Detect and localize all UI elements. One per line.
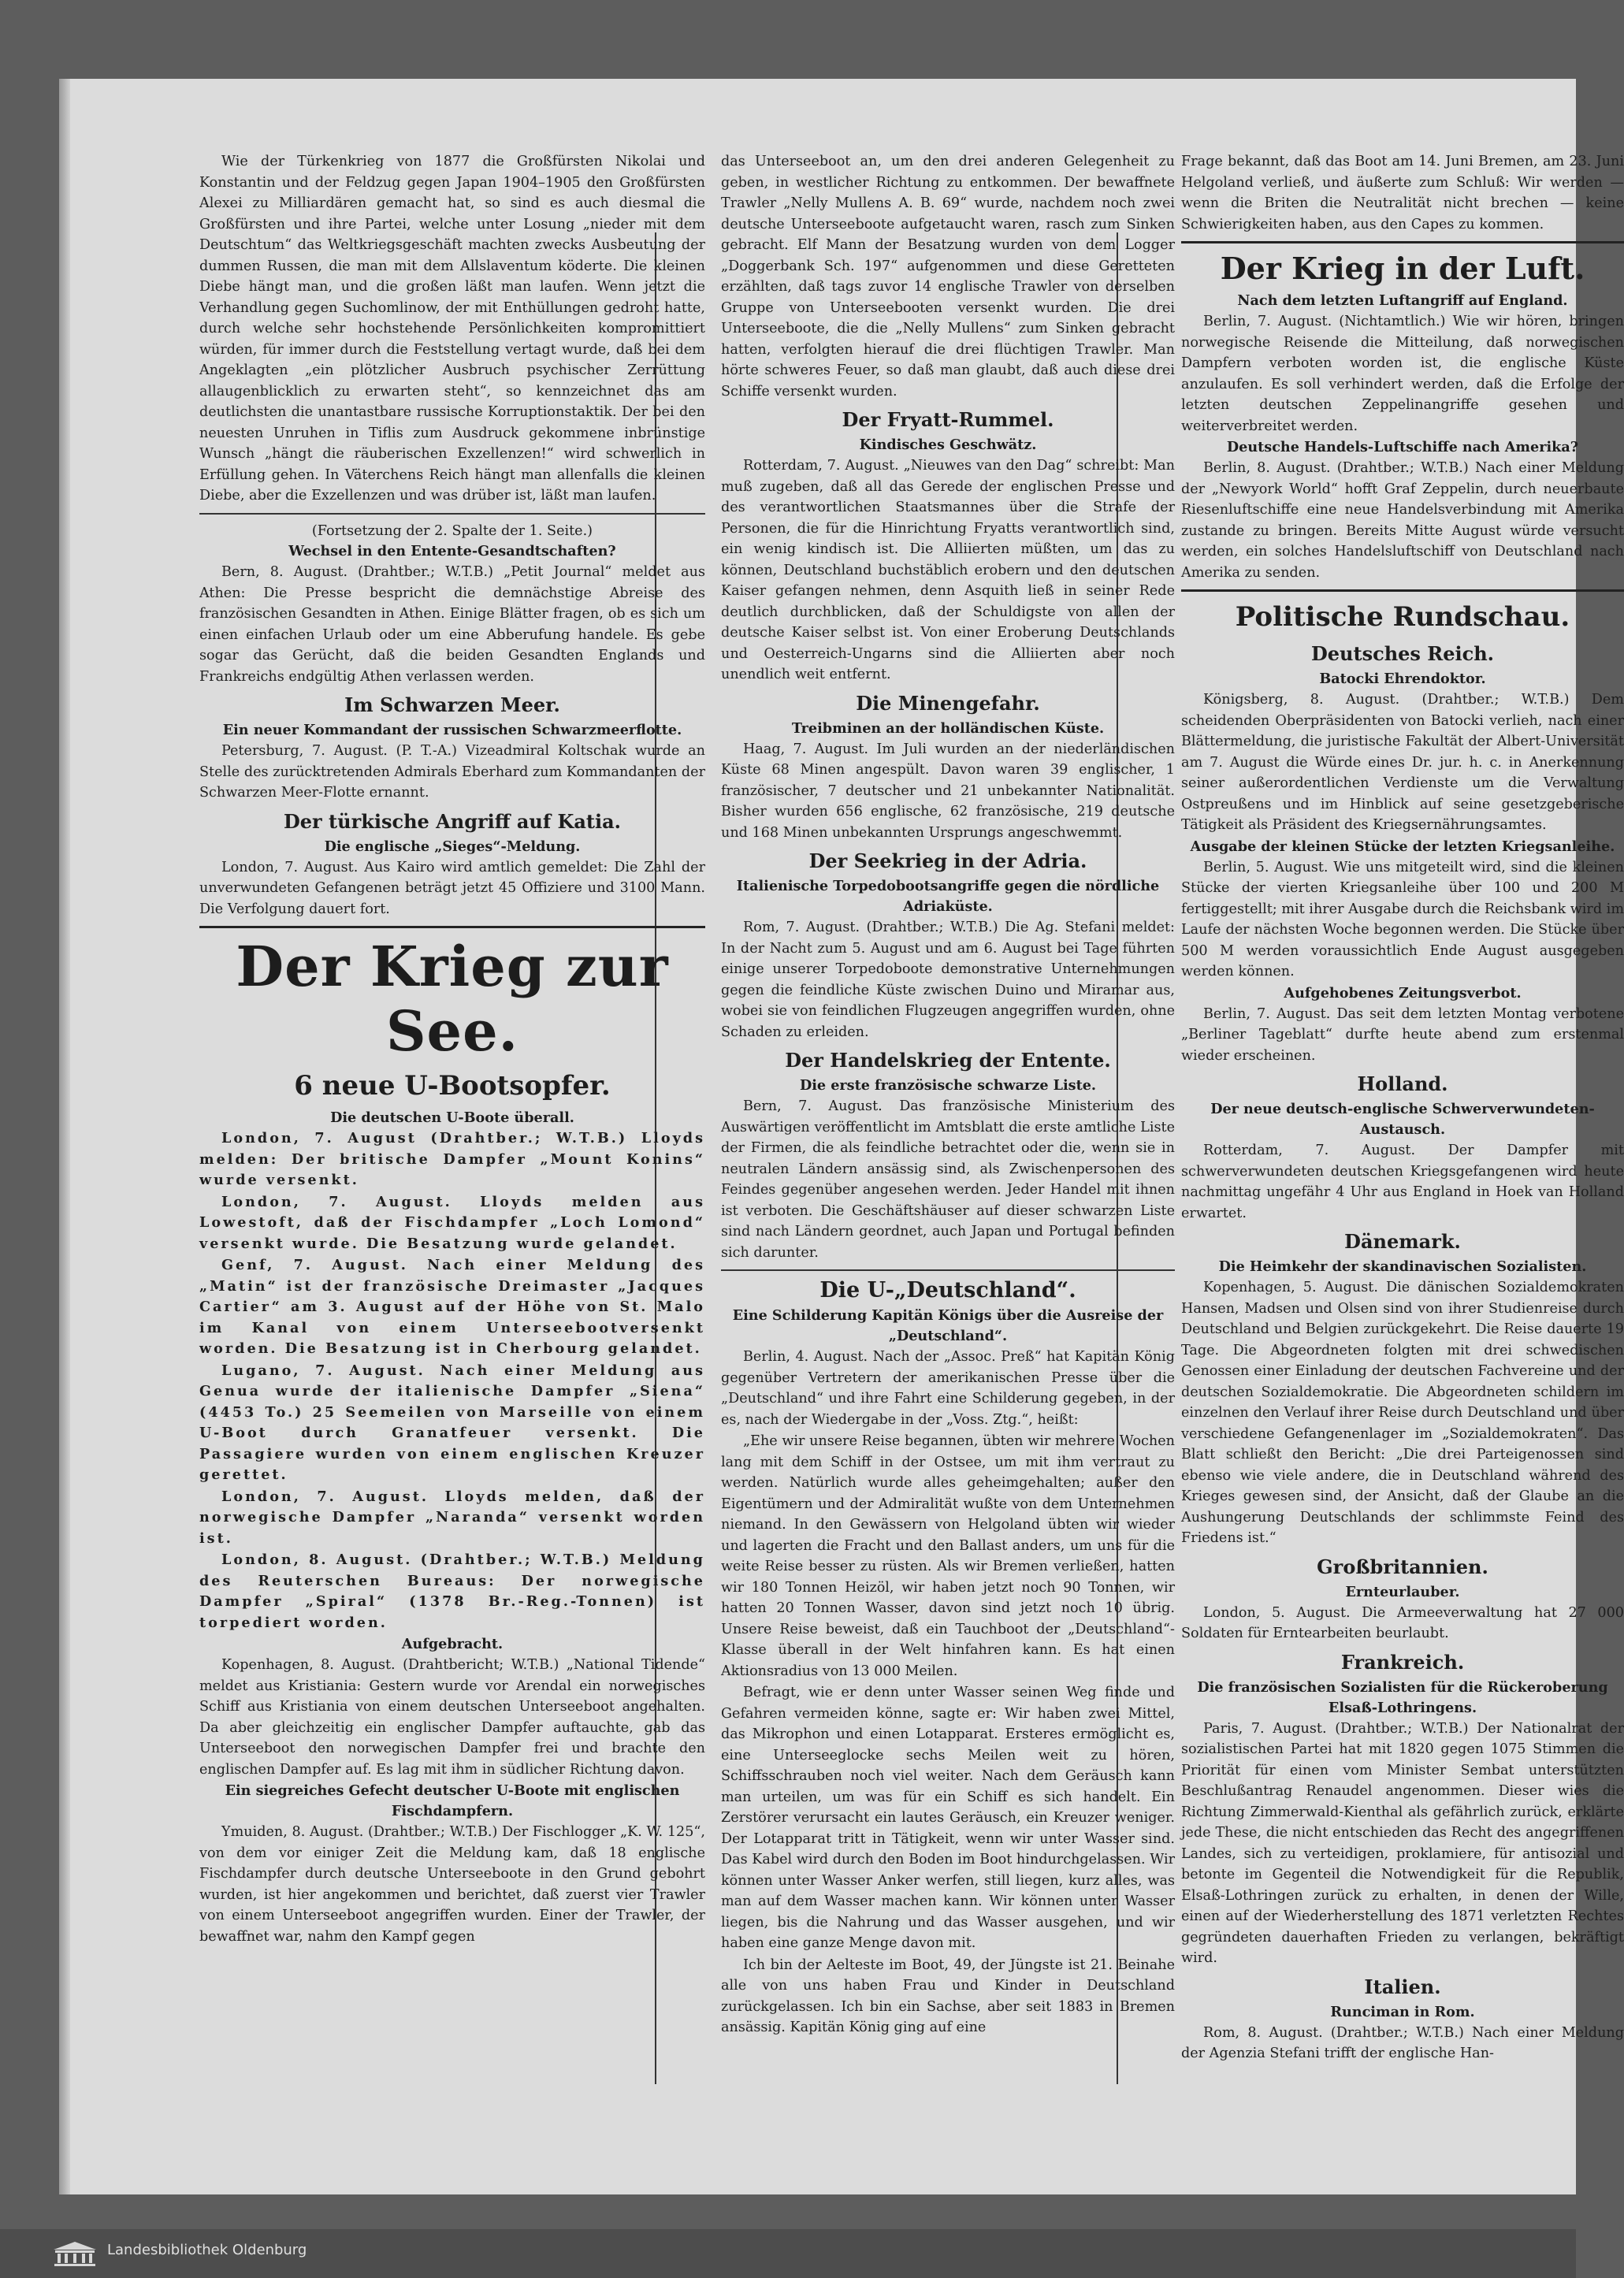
continuation-note: (Fortsetzung der 2. Spalte der 1. Seite.) bbox=[311, 522, 593, 539]
deutschland-article-2: „Ehe wir unsere Reise begannen, übten wir mehrere Wochen lang mit dem Schiff in der Ostsee, um mit ihm vertraut zu werden. Natürlich wurde alles geheimgehalten; außer den Eigentümern und der Admiralität wußte von dem Unternehmen niemand. In den Gewässern von Helgoland übten wir wieder und lagerten die Fracht und den Ballast anders, um uns für die weite Reise besser zu rüsten. Als wir Bremen verließen, hatten wir 180 Tonnen Heizöl, wir haben jetzt noch 90 Tonnen, wir hatten 20 Tonnen Wasser, davon sind jetzt noch 10 übrig. Unsere Reise beweist, daß ein Tauchboot der „Deutschland“-Klasse überall in der Welt hinfahren kann. Es hat einen Aktionsradius von 13 000 Meilen. bbox=[721, 1433, 1175, 1679]
krieg-zur-see-headline: Der Krieg zur See. bbox=[236, 934, 669, 1064]
katia-headline: Der türkische Angriff auf Katia. bbox=[283, 809, 622, 833]
uboot-subhead: Die deutschen U-Boote überall. bbox=[330, 1109, 574, 1126]
wechsel-article: Bern, 8. August. (Drahtber.; W.T.B.) „Petit Journal“ meldet aus Athen: Die Presse bespricht die demnächstige Abreise des französischen Gesandten in Athen. Einige Blätter fragen, ob es sich um einen einfachen Urlaub oder um eine Abberufung handele. Es gebe sogar das Gerücht, daß die beiden Gesandten Englands und Frankreichs endgültig Athen verlassen werden. bbox=[199, 564, 705, 685]
divider bbox=[199, 513, 705, 515]
kriegsanleihe-subhead: Ausgabe der kleinen Stücke der letzten Kriegsanleihe. bbox=[1190, 838, 1615, 855]
adria-headline: Der Seekrieg in der Adria. bbox=[808, 849, 1087, 872]
deutschland-subhead: Eine Schilderung Kapitän Königs über die Ausreise der „Deutschland“. bbox=[732, 1307, 1164, 1344]
library-building-icon bbox=[52, 2240, 98, 2267]
deutschland-article-3: Befragt, wie er denn unter Wasser seinen Weg finde und Gefahren vermeiden könne, sagte er: Wir haben zwei Mittel, das Mikrophon und einen Lotapparat. Ersteres ermöglicht es, eine Unterseeglocke sechs Meilen weit zu hören, Schiffsschrauben noch viel weiter. Nach dem Geräusch kann man urteilen, um was für ein Schiff es sich handelt. Ein Zerstörer verursacht ein lautes Geräusch, ein Kreuzer weniger. Der Lotapparat tritt in Tätigkeit, wenn wir unter Wasser sind. Das Kabel wird durch den Boden im Boot hindurchgelassen. Wir können unter Wasser Anker werfen, still liegen, kurz alles, was man auf dem Wasser machen kann. Wir können unter Wasser liegen, bis die Nahrung und das Wasser ausgehen, und wir haben eine ganze Menge davon mit. bbox=[721, 1685, 1175, 1951]
holland-headline: Holland. bbox=[1357, 1072, 1448, 1095]
grossbritannien-headline: Großbritannien. bbox=[1317, 1555, 1488, 1578]
batocki-subhead: Batocki Ehrendoktor. bbox=[1319, 671, 1486, 687]
katia-subhead: Die englische „Sieges“-Meldung. bbox=[324, 838, 581, 855]
holland-subhead: Der neue deutsch-englische Schwerverwundeten-Austausch. bbox=[1210, 1101, 1595, 1138]
genf-report: Genf, 7. August. Nach einer Meldung des „Matin“ ist der französische Dreimaster „Jacques Cartier“ am 3. August auf der Höhe von St. Malo im Kanal von einem Unterseebootversenkt worden. Die Besatzung ist in Cherbourg gelandet. bbox=[199, 1257, 705, 1357]
handelsluftschiffe-subhead: Deutsche Handels-Luftschiffe nach Amerika? bbox=[1226, 439, 1579, 455]
deutsches-reich-headline: Deutsches Reich. bbox=[1310, 642, 1495, 665]
italien-headline: Italien. bbox=[1364, 1975, 1441, 1998]
ymuiden-article: Ymuiden, 8. August. (Drahtber.; W.T.B.) Der Fischlogger „K. W. 125“, von dem vor einiger Zeit die Meldung kam, daß 18 englische Fischdampfer durch deutsche Unterseeboote in den Grund gebohrt wurden, ist hier angekommen und berichtet, daß zuerst vier Trawler von einem Unterseeboot angegriffen wurden. Einer der Trawler, der bewaffnet war, nahm den Kampf gegen bbox=[199, 1824, 705, 1945]
library-name: Landesbibliothek Oldenburg bbox=[107, 2242, 307, 2258]
frankreich-subhead: Die französischen Sozialisten für die Rückeroberung Elsaß-Lothringens. bbox=[1197, 1678, 1608, 1716]
continued-article: das Unterseeboot an, um den drei anderen Gelegenheit zu geben, in westlicher Richtung zu entkommen. Der bewaffnete Trawler „Nelly Mullens A. B. 69“ wurde, nachdem noch zwei deutsche Unterseeboote aufgetaucht waren, rasch zum Sinken gebracht. Elf Mann der Besatzung wurden von dem Logger „Doggerbank Sch. 197“ aufgenommen und diese Geretteten erzählten, daß tags zuvor 14 englische Trawler von derselben Gruppe von Unterseebooten versenkt wurden. Die drei Unterseeboote, die die „Nelly Mullens“ zum Sinken gebracht hatten, verfolgten hierauf die drei flüchtigen Trawler. Man hörte schweres Feuer, so daß man glaubt, daß auch diese drei Schiffe versenkt wurden. bbox=[721, 154, 1175, 399]
adria-article: Rom, 7. August. (Drahtber.; W.T.B.) Die Ag. Stefani meldet: In der Nacht zum 5. August und am 6. August bei Tage führten einige unserer Torpedoboote demonstrative Unternehmungen gegen die feindliche Küste zwischen Duino und Miramar aus, wobei sie von feindlichen Flugzeugen angegriffen wurden, ohne Schaden zu erleiden. bbox=[721, 920, 1175, 1040]
katia-article: London, 7. August. Aus Kairo wird amtlich gemeldet: Die Zahl der unverwundeten Gefangenen beträgt jetzt 45 Offiziere und 3100 Mann. Die Verfolgung dauert fort. bbox=[199, 859, 705, 917]
frankreich-article: Paris, 7. August. (Drahtber.; W.T.B.) Der Nationalrat der sozialistischen Partei hat mit 1820 gegen 1075 Stimmen die Priorität für einen vom Minister Sembat unterstützten Beschlußantrag Renaudel angenommen. Dieser wies die Richtung Zimmerwald-Kienthal als gefährlich zurück, erklärte jede These, die nicht entschieden das Recht des angegriffenen Landes, sich zu verteidigen, proklamiere, für antisozial und betonte im Gegenteil die Notwendigkeit für die Republik, Elsaß-Lothringen zurück zu erhalten, in denen der Wille, einen auf der Wiederherstellung des 1871 verletzten Rechtes gegründeten dauerhaften Frieden zu verlangen, bekräftigt wird. bbox=[1181, 1720, 1624, 1966]
schwarzes-meer-subhead: Ein neuer Kommandant der russischen Schwarzmeerflotte. bbox=[222, 722, 682, 738]
kriegsanleihe-article: Berlin, 5. August. Wie uns mitgeteilt wird, sind die kleinen Stücke der vierten Kriegsanleihe über 100 und 200 M fertiggestellt; mit ihrer Ausgabe durch die Reichsbank wird im Laufe der nächsten Woche begonnen werden. Die Stücke über 500 M werden voraussichtlich Ende August ausgegeben werden können. bbox=[1181, 859, 1624, 979]
handelskrieg-headline: Der Handelskrieg der Entente. bbox=[785, 1049, 1111, 1072]
grossbritannien-subhead: Ernteurlauber. bbox=[1345, 1583, 1460, 1600]
italien-article: Rom, 8. August. (Drahtber.; W.T.B.) Nach einer Meldung der Agenzia Stefani trifft der englische Han- bbox=[1181, 2024, 1624, 2061]
luft-headline: Der Krieg in der Luft. bbox=[1220, 251, 1585, 286]
minen-headline: Die Minengefahr. bbox=[856, 691, 1040, 715]
zeitungsverbot-article: Berlin, 7. August. Das seit dem letzten Montag verbotene „Berliner Tageblatt“ durfte heute abend zum erstenmal wieder erscheinen. bbox=[1181, 1005, 1624, 1064]
column-1 bbox=[199, 151, 705, 2163]
fryatt-subhead: Kindisches Geschwätz. bbox=[859, 437, 1037, 453]
luft-article: Berlin, 7. August. (Nichtamtlich.) Wie wir hören, bringen norwegische Reisende die Mitteilung, daß norwegischen Dampfern verboten worden ist, die englische Küste anzulaufen. Es soll verhindert werden, daß die Erfolge der letzten deutschen Zeppelinangriffe gesehen und weiterverbreitet werden. bbox=[1181, 314, 1624, 434]
divider bbox=[721, 1269, 1175, 1271]
divider bbox=[1181, 589, 1624, 592]
handelskrieg-subhead: Die erste französische schwarze Liste. bbox=[799, 1077, 1097, 1094]
adria-subhead: Italienische Torpedobootsangriffe gegen die nördliche Adriaküste. bbox=[736, 878, 1160, 915]
handelsluftschiffe-article: Berlin, 8. August. (Drahtber.; W.T.B.) Nach einer Meldung der „Newyork World“ hofft Graf Zeppelin, durch neuerbaute Riesenluftschiffe eine neue Handelsverbindung mit Amerika zustande zu bringen. Bereits Mitte August würde versucht werden, ein solches Handelsluftschiff von Deutschland nach Amerika zu senden. bbox=[1181, 460, 1624, 581]
minen-article: Haag, 7. August. Im Juli wurden an der niederländischen Küste 68 Minen angespült. Davon waren 39 englischer, 1 französischer, 7 deutscher und 21 unbekannter Nationalität. Bisher wurden 656 englische, 62 französische, 219 deutsche und 168 Minen unbekannten Ursprungs angeschwemmt. bbox=[721, 741, 1175, 841]
batocki-article: Königsberg, 8. August. (Drahtber.; W.T.B.) Dem scheidenden Oberpräsidenten von Batocki verlieh, nach einer Blättermeldung, die juristische Fakultät der Albert-Universität am 7. August die Würde eines Dr. jur. h. c. in Anerkennung seiner außerordentlichen Verdienste um die Verwaltung Ostpreußens und im Hinblick auf seine gesetzgeberische Tätigkeit als Präsident des Kriegsernährungsamtes. bbox=[1181, 692, 1624, 833]
deutschland-headline: Die U-„Deutschland“. bbox=[819, 1278, 1076, 1303]
schwarzes-meer-article: Petersburg, 7. August. (P. T.-A.) Vizeadmiral Koltschak wurde an Stelle des zurücktretenden Admirals Eberhard zum Kommandanten der Schwarzen Meer-Flotte ernannt. bbox=[199, 743, 705, 801]
london-report-4: London, 8. August. (Drahtber.; W.T.B.) Meldung des Reuterschen Bureaus: Der norwegische Dampfer „Spiral“ (1378 Br.-Reg.-Tonnen) ist torpediert worden. bbox=[199, 1551, 705, 1631]
zeitungsverbot-subhead: Aufgehobenes Zeitungsverbot. bbox=[1284, 984, 1522, 1002]
daenemark-subhead: Die Heimkehr der skandinavischen Sozialisten. bbox=[1218, 1258, 1587, 1275]
grossbritannien-article: London, 5. August. Die Armeeverwaltung hat 27 000 Soldaten für Erntearbeiten beurlaubt. bbox=[1181, 1604, 1624, 1641]
politische-rundschau-headline: Politische Rundschau. bbox=[1235, 601, 1570, 633]
fryatt-article: Rotterdam, 7. August. „Nieuwes van den Dag“ schreibt: Man muß zugeben, daß all das Gerede der englischen Presse und des verantwortlichen Staatsmannes über die Strafe der Personen, die für die Hinrichtung Fryatts verantwortlich sind, ein wenig kindisch ist. Die Alliierten müßten, um das zu können, Deutschland buchstäblich erobern und den deutschen Kaiser gefangen nehmen, denn Asquith ließ in seiner Rede deutlich durchblicken, daß der Schuldigste von allen der deutsche Kaiser selbst ist. Von einer Eroberung Deutschlands und Oesterreich-Ungarns sind die Alliierten aber noch unendlich weit entfernt. bbox=[721, 458, 1175, 682]
luft-subhead: Nach dem letzten Luftangriff auf England. bbox=[1237, 292, 1568, 309]
divider bbox=[1181, 241, 1624, 243]
deutschland-article-4: Ich bin der Aelteste im Boot, 49, der Jüngste ist 21. Beinahe alle von uns haben Frau und Kinder in Deutschland zurückgelassen. Ich bin ein Sachse, aber seit 1883 in Bremen ansässig. Kapitän König ging auf eine bbox=[721, 1957, 1175, 2035]
handelskrieg-article: Bern, 7. August. Das französische Ministerium des Auswärtigen veröffentlicht im Amtsblatt die erste amtliche Liste der Firmen, die als feindliche betrachtet oder die, wenn sie in neutralen Ländern ansässig sind, als Zwischenpersonen des Feindes gegenüber angesehen werden. Jeder Handel mit ihnen ist verboten. Die Geschäftshäuser auf dieser schwarzen Liste sind nach Ländern geordnet, auch Japan und Portugal befinden sich darunter. bbox=[721, 1098, 1175, 1261]
intro-article: Wie der Türkenkrieg von 1877 die Großfürsten Nikolai und Konstantin und der Feldzug gegen Japan 1904–1905 den Großfürsten Alexei zu Milliardären gemacht hat, so sind es auch diesmal die Großfürsten und ihre Partei, welche unter Losung „nieder mit dem Deutschtum“ das Weltkriegsgeschäft machten zwecks Ausbeutung der dummen Russen, die man mit dem Allslaventum köderte. Die kleinen Diebe hängt man, und die großen läßt man laufen. Wenn jetzt die Verhandlung gegen Suchomlinow, der mit Enthüllungen gedroht hatte, durch welche sehr hochstehende Persönlichkeiten kompromittiert würden, für immer durch die Feststellung vertagt wurde, daß bei dem Angeklagten „ein plötzlicher Ausbruch psychischer Zerrüttung allaugenblicklich zu erwarten steht“, so kennzeichnet das am deutlichsten die unantastbare russische Korruptionstaktik. Der bei den neuesten Unruhen in Tiflis zum Ausdruck gekommene inbrünstige Wunsch „hängt die räuberischen Exzellenzen!“ wird schwerlich in Erfüllung gehen. In Väterchens Reich hängt man allenfalls die kleinen Diebe, aber die Exzellenzen und was drüber ist, läßt man laufen. bbox=[199, 154, 705, 504]
london-report-3: London, 7. August. Lloyds melden, daß der norwegische Dampfer „Naranda“ versenkt worden ist. bbox=[199, 1488, 705, 1547]
gefecht-headline: Ein siegreiches Gefecht deutscher U-Boote mit englischen Fischdampfern. bbox=[225, 1782, 680, 1819]
frankreich-headline: Frankreich. bbox=[1340, 1650, 1465, 1674]
uboot-headline: 6 neue U-Bootsopfer. bbox=[294, 1070, 611, 1102]
holland-article: Rotterdam, 7. August. Der Dampfer mit schwerverwundeten deutschen Kriegsgefangenen wird heute nachmittag ungefähr 4 Uhr aus England in Hoek van Holland erwartet. bbox=[1181, 1143, 1624, 1221]
lugano-report: Lugano, 7. August. Nach einer Meldung aus Genua wurde der italienische Dampfer „Siena“ (4453 To.) 25 Seemeilen von Marseille von einem U-Boot durch Granatfeuer versenkt. Die Passagiere wurden von einem englischen Kreuzer gerettet. bbox=[199, 1362, 705, 1483]
daenemark-article: Kopenhagen, 5. August. Die dänischen Sozialdemokraten Hansen, Madsen und Olsen sind von ihrer Studienreise durch Deutschland und Belgien zurückgekehrt. Die Reise dauerte 19 Tage. Die Abgeordneten folgten mit drei schwedischen Genossen einer Einladung der deutschen Fachvereine und der deutschen Sozialdemokratie. Die Abgeordneten schildern im einzelnen den Verlauf ihrer Reise durch Deutschland und über verschiedene Gefangenenlager im „Sozialdemokraten“. Das Blatt schließt den Bericht: „Die drei Parteigenossen sind ebenso wie viele andere, die in Deutschland während des Krieges gewesen sind, der Ansicht, daß der Glaube an die Aushungerung Deutschlands der schlimmste Feind des Friedens ist.“ bbox=[1181, 1280, 1624, 1546]
schwarzes-meer-headline: Im Schwarzen Meer. bbox=[344, 693, 560, 716]
minen-subhead: Treibminen an der holländischen Küste. bbox=[791, 719, 1105, 737]
column-3 bbox=[1181, 151, 1624, 2163]
daenemark-headline: Dänemark. bbox=[1344, 1230, 1461, 1253]
london-report-2: London, 7. August. Lloyds melden aus Lowestoft, daß der Fischdampfer „Loch Lomond“ versenkt wurde. Die Besatzung wurde gelandet. bbox=[199, 1193, 705, 1252]
kopenhagen-article: Kopenhagen, 8. August. (Drahtbericht; W.T.B.) „National Tidende“ meldet aus Kristiania: Gestern wurde vor Arendal ein norwegisches Schiff aus Kristiania von einem deutschen Unterseeboot angehalten. Da aber gleichzeitig ein englischer Dampfer auftauchte, gab das Unterseeboot den norwegischen Dampfer frei und brachte den englischen Dampfer auf. Es lag mit ihm in südlicher Richtung davon. bbox=[199, 1657, 705, 1778]
column-2 bbox=[721, 151, 1175, 2163]
deutschland-article-1: Berlin, 4. August. Nach der „Assoc. Preß“ hat Kapitän König gegenüber Vertretern der amerikanischen Presse über die „Deutschland“ und ihre Fahrt eine Schilderung gegeben, in der es, nach der Wiedergabe in der „Voss. Ztg.“, heißt: bbox=[721, 1349, 1175, 1428]
newspaper-page bbox=[59, 79, 1624, 2194]
continued-article: Frage bekannt, daß das Boot am 14. Juni Bremen, am 23. Juni Helgoland verließ, und äußerte zum Schluß: Wir werden — wenn die Briten die Neutralität nicht brechen — keine Schwierigkeiten haben, aus den Capes zu kommen. bbox=[1181, 154, 1624, 232]
italien-subhead: Runciman in Rom. bbox=[1330, 2003, 1475, 2020]
aufgebracht-headline: Aufgebracht. bbox=[401, 1636, 504, 1652]
divider bbox=[199, 926, 705, 928]
wechsel-headline: Wechsel in den Entente-Gesandtschaften? bbox=[288, 543, 616, 559]
library-footer bbox=[0, 2229, 1576, 2278]
london-report-1: London, 7. August (Drahtber.; W.T.B.) Lloyds melden: Der britische Dampfer „Mount Konins“ wurde versenkt. bbox=[199, 1130, 705, 1188]
fryatt-headline: Der Fryatt-Rummel. bbox=[842, 408, 1054, 431]
